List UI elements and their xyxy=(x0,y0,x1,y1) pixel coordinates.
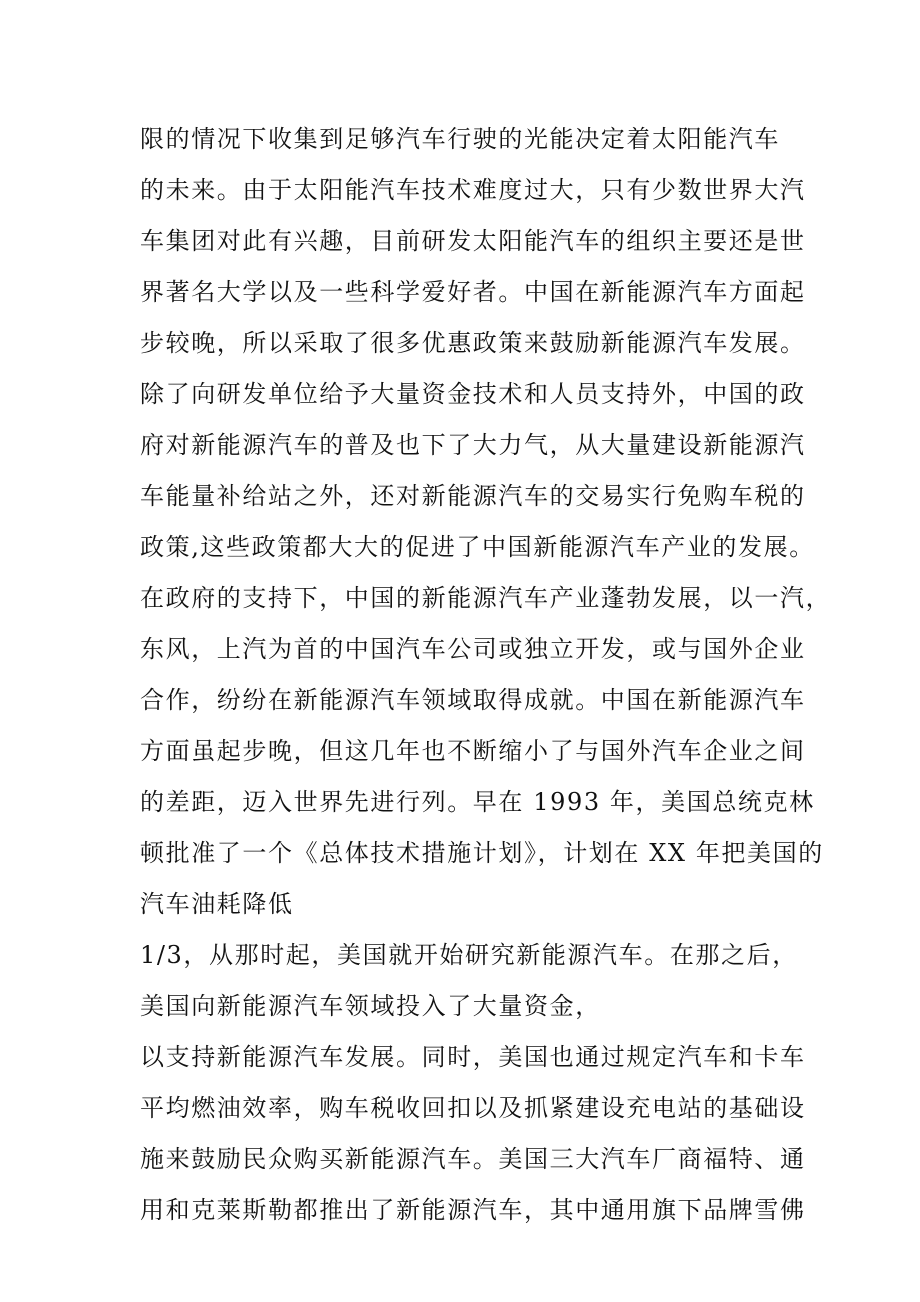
text-line-13: 方面虽起步晚，但这几年也不断缩小了与国外汽车企业之间 xyxy=(140,737,806,765)
text-line-11: 东风，上汽为首的中国汽车公司或独立开发，或与国外企业 xyxy=(140,635,806,663)
text-line-14: 的差距，迈入世界先进行列。早在 1993 年，美国总统克林 xyxy=(140,788,815,816)
text-line-1: 限的情况下收集到足够汽车行驶的光能决定着太阳能汽车 xyxy=(140,125,780,153)
text-line-7: 府对新能源汽车的普及也下了大力气，从大量建设新能源汽 xyxy=(140,431,806,459)
text-line-20: 平均燃油效率，购车税收回扣以及抓紧建设充电站的基础设 xyxy=(140,1094,806,1122)
text-line-17: 1/3，从那时起，美国就开始研究新能源汽车。在那之后， xyxy=(140,941,798,969)
text-line-22: 用和克莱斯勒都推出了新能源汽车，其中通用旗下品牌雪佛 xyxy=(140,1196,806,1224)
text-line-18: 美国向新能源汽车领域投入了大量资金， xyxy=(140,992,601,1020)
text-line-2: 的未来。由于太阳能汽车技术难度过大，只有少数世界大汽 xyxy=(140,176,806,204)
text-line-8: 车能量补给站之外，还对新能源汽车的交易实行免购车税的 xyxy=(140,482,806,510)
text-line-10: 在政府的支持下，中国的新能源汽车产业蓬勃发展，以一汽， xyxy=(140,584,832,612)
text-line-19: 以支持新能源汽车发展。同时，美国也通过规定汽车和卡车 xyxy=(140,1043,806,1071)
text-line-21: 施来鼓励民众购买新能源汽车。美国三大汽车厂商福特、通 xyxy=(140,1145,806,1173)
text-line-4: 界著名大学以及一些科学爱好者。中国在新能源汽车方面起 xyxy=(140,278,806,306)
text-line-9: 政策,这些政策都大大的促进了中国新能源汽车产业的发展。 xyxy=(140,533,815,561)
text-line-5: 步较晚，所以采取了很多优惠政策来鼓励新能源汽车发展。 xyxy=(140,329,806,357)
text-line-16: 汽车油耗降低 xyxy=(140,890,294,918)
text-line-12: 合作，纷纷在新能源汽车领域取得成就。中国在新能源汽车 xyxy=(140,686,806,714)
text-line-3: 车集团对此有兴趣，目前研发太阳能汽车的组织主要还是世 xyxy=(140,227,806,255)
text-line-15: 顿批准了一个《总体技术措施计划》，计划在 XX 年把美国的 xyxy=(140,839,824,867)
text-line-6: 除了向研发单位给予大量资金技术和人员支持外，中国的政 xyxy=(140,380,806,408)
